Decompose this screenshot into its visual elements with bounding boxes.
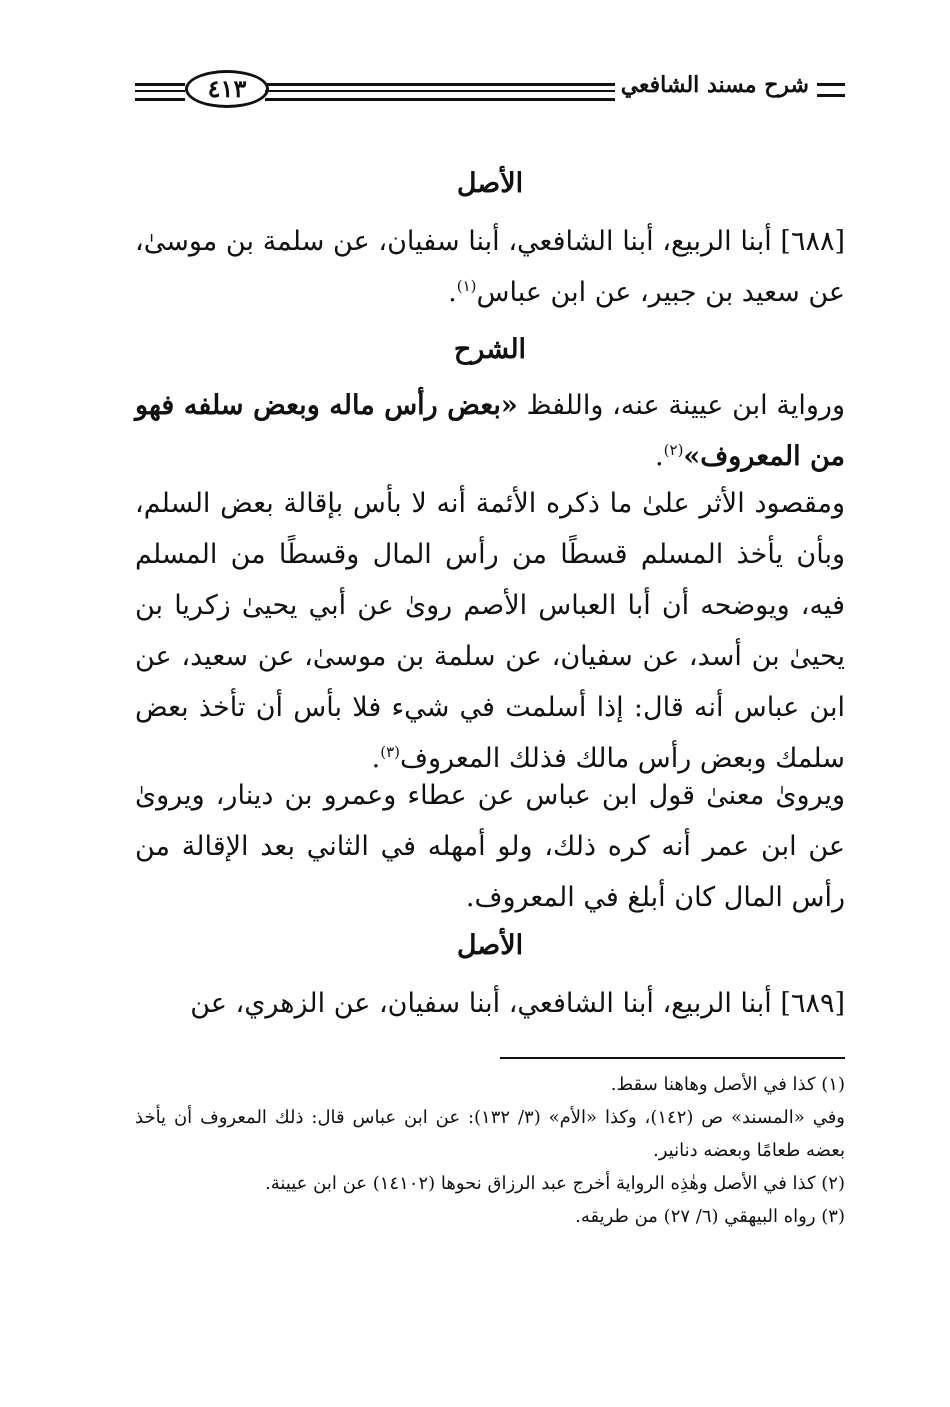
book-title: شرح مسند الشافعي (620, 72, 809, 98)
footnote-1: (١) كذا في الأصل وهاهنا سقط. (610, 1074, 845, 1095)
footnote-3: (٣) رواه البيهقي (٦/ ٢٧) من طريقه. (575, 1206, 845, 1227)
paragraph-text: ومقصود الأثر علىٰ ما ذكره الأئمة أنه لا بأس بإقالة بعض السلم، وبأن يأخذ المسلم قسطًا من رأس المال وقسطًا من المسلم فيه، ويوضحه أن أبا العباس الأصم روىٰ عن أبي يحيىٰ زكريا بن يحيىٰ بن أسد، عن سفيان، عن سلمة بن موسىٰ، عن سعيد، عن ابن عباس أنه قال: إذا أسلمت في شيء فلا بأس أن تأخذ بعض سلمك وبعض رأس مالك فذلك المعروف (135, 488, 845, 774)
footnote-ref-1: (١) (456, 277, 477, 295)
paragraph-end: . (448, 277, 457, 308)
footnote-separator (500, 1057, 845, 1059)
quoted-wording: «بعض رأس ماله وبعض سلفه فهو من المعروف» (135, 390, 845, 472)
paragraph-end: . (371, 743, 381, 774)
paragraph-688 (135, 216, 845, 318)
paragraph-riwaya (135, 380, 845, 482)
section-heading-asl-2: الأصل (456, 930, 524, 961)
paragraph-end: . (655, 441, 664, 472)
paragraph-yurwa: ويروىٰ معنىٰ قول ابن عباس عن عطاء وعمرو بن دينار، ويروىٰ عن ابن عمر أنه كره ذلك، ولو أمهله في الثاني بعد الإقالة من رأس المال كان أبلغ في المعروف. (135, 780, 845, 913)
footnotes (135, 1068, 845, 1233)
paragraph-text: ورواية ابن عيينة عنه، واللفظ (517, 390, 845, 421)
footnote-1-continued: وفي «المسند» ص (١٤٢)، وكذا «الأم» (٣/ ١٣٢): عن ابن عباس قال: ذلك المعروف أن يأخذ بعضه طعامًا وبعضه دنانير. (135, 1107, 845, 1161)
paragraph-text: [٦٨٨] أبنا الربيع، أبنا الشافعي، أبنا سفيان، عن سلمة بن موسىٰ، عن سعيد بن جبير، عن ابن عباس (135, 226, 845, 308)
footnote-2: (٢) كذا في الأصل وهٰذِه الرواية أخرج عبد الرزاق نحوها (١٤١٠٢) عن ابن عيينة. (265, 1173, 845, 1194)
footnote-ref-2: (٢) (663, 441, 684, 459)
footnote-ref-3: (٣) (380, 743, 400, 761)
running-header (135, 70, 845, 114)
section-heading-sharh: الشرح (453, 334, 527, 365)
header-ornament (817, 83, 845, 97)
header-rule-left (135, 83, 185, 101)
paragraph-maqsud (135, 478, 845, 784)
paragraph-689: [٦٨٩] أبنا الربيع، أبنا الشافعي، أبنا سفيان، عن الزهري، عن (190, 988, 845, 1019)
page-number: ٤١٣ (185, 70, 269, 108)
section-heading-asl: الأصل (456, 168, 524, 199)
header-rule (265, 83, 615, 101)
